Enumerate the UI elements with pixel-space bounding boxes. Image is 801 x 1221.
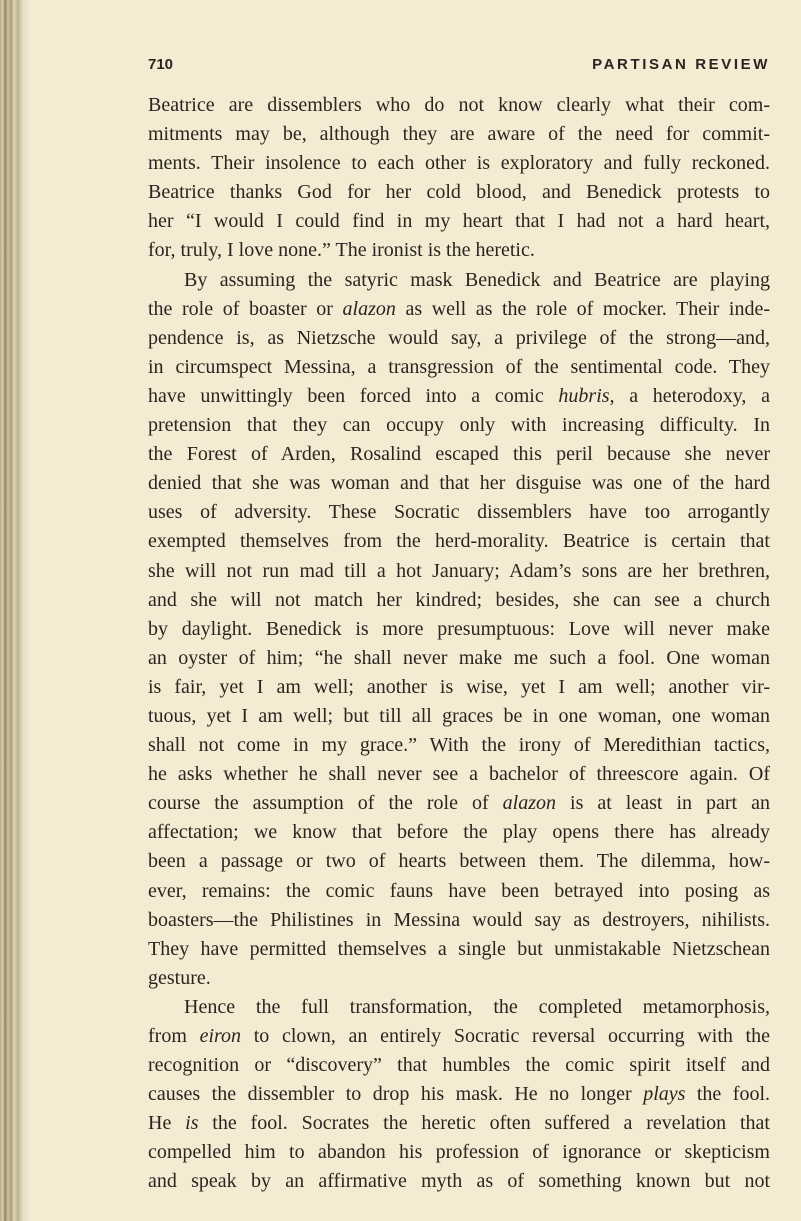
text-segment: compelled him to abandon his profession of ignorance or skepticism [148, 1141, 770, 1164]
text-line [148, 1051, 770, 1080]
text-line [148, 91, 770, 120]
text-line [148, 236, 770, 265]
text-segment: the role of boaster or [148, 297, 343, 320]
text-line [148, 353, 770, 382]
text-line [148, 149, 770, 178]
body-text [148, 91, 770, 1197]
text-segment: a heterodoxy, a [614, 384, 770, 407]
text-line [148, 818, 770, 847]
text-line [148, 1167, 770, 1196]
text-line [148, 178, 770, 207]
text-segment: shall not come in my grace.” With the irony of Meredithian tactics, [148, 734, 770, 757]
text-segment: Hence the full transformation, the completed metamorphosis, [184, 995, 770, 1018]
text-segment: the Forest of Arden, Rosalind escaped this peril because she never [148, 443, 770, 466]
text-segment: gesture. [148, 966, 211, 989]
text-segment: By assuming the satyric mask Benedick and Beatrice are playing [184, 268, 770, 291]
text-segment: tuous, yet I am well; but till all graces be in one woman, one woman [148, 704, 770, 727]
page-number: 710 [148, 56, 174, 73]
text-segment: ever, remains: the comic fauns have been betrayed into posing as [148, 879, 770, 902]
text-segment: to clown, an entirely Socratic reversal occurring with the [241, 1025, 770, 1047]
text-segment: her “I would I could find in my heart that I had not a hard heart, [148, 210, 770, 233]
text-line [148, 586, 770, 615]
running-title: PARTISAN REVIEW [592, 56, 770, 73]
text-line [148, 295, 770, 324]
text-line [148, 877, 770, 906]
text-segment: from [148, 1025, 200, 1047]
text-segment: boasters—the Philistines in Messina would say as destroyers, nihilists. [148, 908, 770, 931]
text-line [148, 847, 770, 876]
text-line [148, 440, 770, 469]
text-line [148, 964, 770, 993]
text-segment: affectation; we know that before the play opens there has already [148, 821, 770, 844]
text-segment: and speak by an affirmative myth as of something known but not [148, 1170, 770, 1193]
text-segment: the fool. Socrates the heretic often suffered a revelation that [198, 1112, 770, 1135]
text-segment: course the assumption of the role of [148, 792, 503, 815]
text-line [148, 935, 770, 964]
text-segment: she will not run mad till a hot January; Adam’s sons are her brethren, [148, 559, 770, 582]
text-segment: is fair, yet I am well; another is wise, yet I am well; another vir- [148, 675, 770, 698]
text-segment: He [148, 1112, 186, 1135]
text-line [148, 760, 770, 789]
text-segment: an oyster of him; “he shall never make me such a fool. One woman [148, 646, 770, 669]
text-line [148, 557, 770, 586]
italic-term: plays [643, 1083, 686, 1106]
text-segment: for, truly, I love none.” The ironist is the heretic. [148, 239, 535, 262]
italic-term: is [185, 1112, 199, 1135]
text-segment: denied that she was woman and that her disguise was one of the hard [148, 472, 770, 495]
italic-term: alazon [502, 792, 556, 815]
text-line [148, 266, 770, 295]
text-line [148, 527, 770, 556]
text-segment: mitments may be, although they are aware of the need for commit- [148, 123, 770, 146]
text-line [148, 731, 770, 760]
text-line [148, 498, 770, 527]
text-line [148, 1109, 770, 1138]
text-segment: pretension that they can occupy only with increasing difficulty. In [148, 414, 770, 437]
text-line [148, 789, 770, 818]
text-segment: Beatrice are dissemblers who do not know clearly what their com- [148, 94, 770, 116]
text-line [148, 644, 770, 673]
text-segment: have unwittingly been forced into a comic [148, 384, 559, 407]
text-line [148, 615, 770, 644]
text-segment: is at least in part an [556, 792, 771, 815]
text-line [148, 1138, 770, 1167]
text-segment: been a passage or two of hearts between them. The dilemma, how- [148, 850, 770, 873]
italic-term: eiron [199, 1025, 242, 1047]
text-line [148, 382, 770, 411]
text-line [148, 702, 770, 731]
text-segment: ments. Their insolence to each other is exploratory and fully reckoned. [148, 152, 770, 175]
text-line [148, 120, 770, 149]
text-line [148, 411, 770, 440]
text-segment: Beatrice thanks God for her cold blood, and Benedick protests to [148, 181, 770, 204]
book-binding-edge [0, 0, 30, 1221]
page-header [148, 54, 770, 80]
text-line [148, 324, 770, 353]
text-segment: pendence is, as Nietzsche would say, a privilege of the strong—and, [148, 326, 770, 349]
text-segment: the fool. [685, 1083, 770, 1106]
text-line [148, 207, 770, 236]
text-segment: uses of adversity. These Socratic dissemblers have too arrogantly [148, 501, 770, 524]
text-line [148, 906, 770, 935]
text-segment: by daylight. Benedick is more presumptuous: Love will never make [148, 617, 770, 640]
italic-term: hubris, [558, 384, 615, 407]
text-line [148, 469, 770, 498]
text-line [148, 1080, 770, 1109]
text-segment: he asks whether he shall never see a bachelor of threescore again. Of [148, 763, 770, 786]
text-segment: recognition or “discovery” that humbles the comic spirit itself and [148, 1054, 770, 1077]
text-line [148, 993, 770, 1022]
italic-term: alazon [342, 297, 396, 320]
text-segment: and she will not match her kindred; besides, she can see a church [148, 588, 770, 611]
text-segment: in circumspect Messina, a transgression of the sentimental code. They [148, 355, 770, 378]
text-line [148, 673, 770, 702]
text-segment: causes the dissembler to drop his mask. He no longer [148, 1083, 644, 1106]
text-segment: exempted themselves from the herd-morality. Beatrice is certain that [148, 530, 770, 553]
text-line [148, 1022, 770, 1051]
text-segment: as well as the role of mocker. Their inde- [395, 297, 770, 320]
text-segment: They have permitted themselves a single but unmistakable Nietzschean [148, 937, 770, 960]
